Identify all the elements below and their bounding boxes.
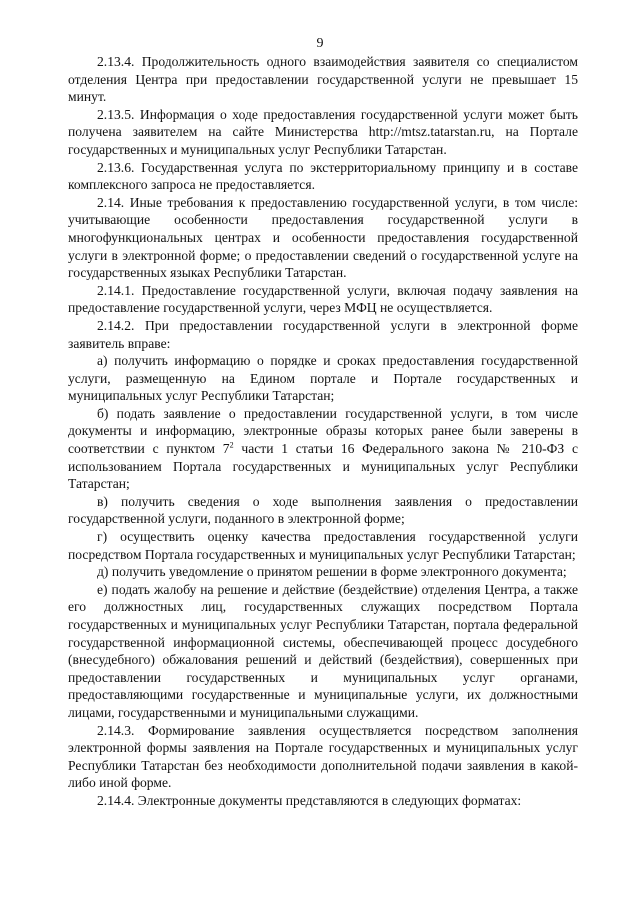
list-item-b-text-start: б) подать заявление о предоставлении государственной услуги, в том числе документы и информацию, электронные образы которых ранее были заверены в соответствии с пунктом 7 bbox=[68, 405, 578, 457]
paragraph-2-14-3: 2.14.3. Формирование заявления осуществляется посредством заполнения электронной формы заявления на Портале государственных и муниципальных услуг Республики Татарстан без необходимости дополнительной подачи заявления в какой-либо иной форме. bbox=[68, 722, 578, 791]
list-item-v: в) получить сведения о ходе выполнения заявления о предоставлении государственной услуги, поданного в электронной форме; bbox=[68, 493, 578, 527]
list-item-a: а) получить информацию о порядке и сроках предоставления государственной услуги, размещенную на Едином портале и Портале государственных и муниципальных услуг Республики Татарстан; bbox=[68, 353, 578, 404]
list-item-b bbox=[68, 405, 578, 493]
paragraph-2-13-6: 2.13.6. Государственная услуга по экстерриториальному принципу и в составе комплексного запроса не предоставляется. bbox=[68, 159, 578, 193]
paragraph-2-14-1: 2.14.1. Предоставление государственной услуги, включая подачу заявления на предоставление государственной услуги, через МФЦ не осуществляется. bbox=[68, 282, 578, 316]
paragraph-2-14: 2.14. Иные требования к предоставлению государственной услуги, в том числе: учитывающие особенности предоставления государственной услуги в многофункциональных центрах и особенности предоставления государственной услуги в электронной форме; о предоставлении сведений о государственной услуге на государственных языках Республики Татарстан. bbox=[68, 194, 578, 281]
document-body bbox=[68, 53, 578, 810]
paragraph-2-14-4: 2.14.4. Электронные документы представляются в следующих форматах: bbox=[97, 792, 522, 808]
paragraph-2-13-5: 2.13.5. Информация о ходе предоставления государственной услуги может быть получена заявителем на сайте Министерства http://mtsz.tatarstan.ru, на Портале государственных и муниципальных услуг Республики Татарстан. bbox=[68, 106, 578, 157]
paragraph-2-13-4: 2.13.4. Продолжительность одного взаимодействия заявителя со специалистом отделения Центра при предоставлении государственной услуги не превышает 15 минут. bbox=[68, 54, 578, 105]
list-item-d: д) получить уведомление о принятом решении в форме электронного документа; bbox=[97, 564, 567, 580]
list-item-g: г) осуществить оценку качества предоставления государственной услуги посредством Портала государственных и муниципальных услуг Республики Татарстан; bbox=[68, 529, 578, 562]
superscript-2: 2 bbox=[229, 440, 234, 450]
paragraph-2-14-2: 2.14.2. При предоставлении государственной услуги в электронной форме заявитель вправе: bbox=[68, 317, 578, 351]
list-item-b-text-end: части 1 статьи 16 Федерального закона № 210-ФЗ с использованием Портала государственных и муниципальных услуг Республики Татарстан; bbox=[68, 441, 578, 492]
page-number: 9 bbox=[316, 36, 324, 51]
list-item-e: е) подать жалобу на решение и действие (бездействие) отделения Центра, а также его должностных лиц, государственных служащих посредством Портала государственных и муниципальных услуг Республики Татарстан, портала федеральной государственной информационной системы, обеспечивающей процесс досудебного (внесудебного) обжалования решений и действий (бездействия), совершенных при предоставлении государственных и муниципальных услуг органами, предоставляющими государственные и муниципальные услуги, их должностными лицами, государственными и муниципальными служащими. bbox=[68, 581, 578, 720]
